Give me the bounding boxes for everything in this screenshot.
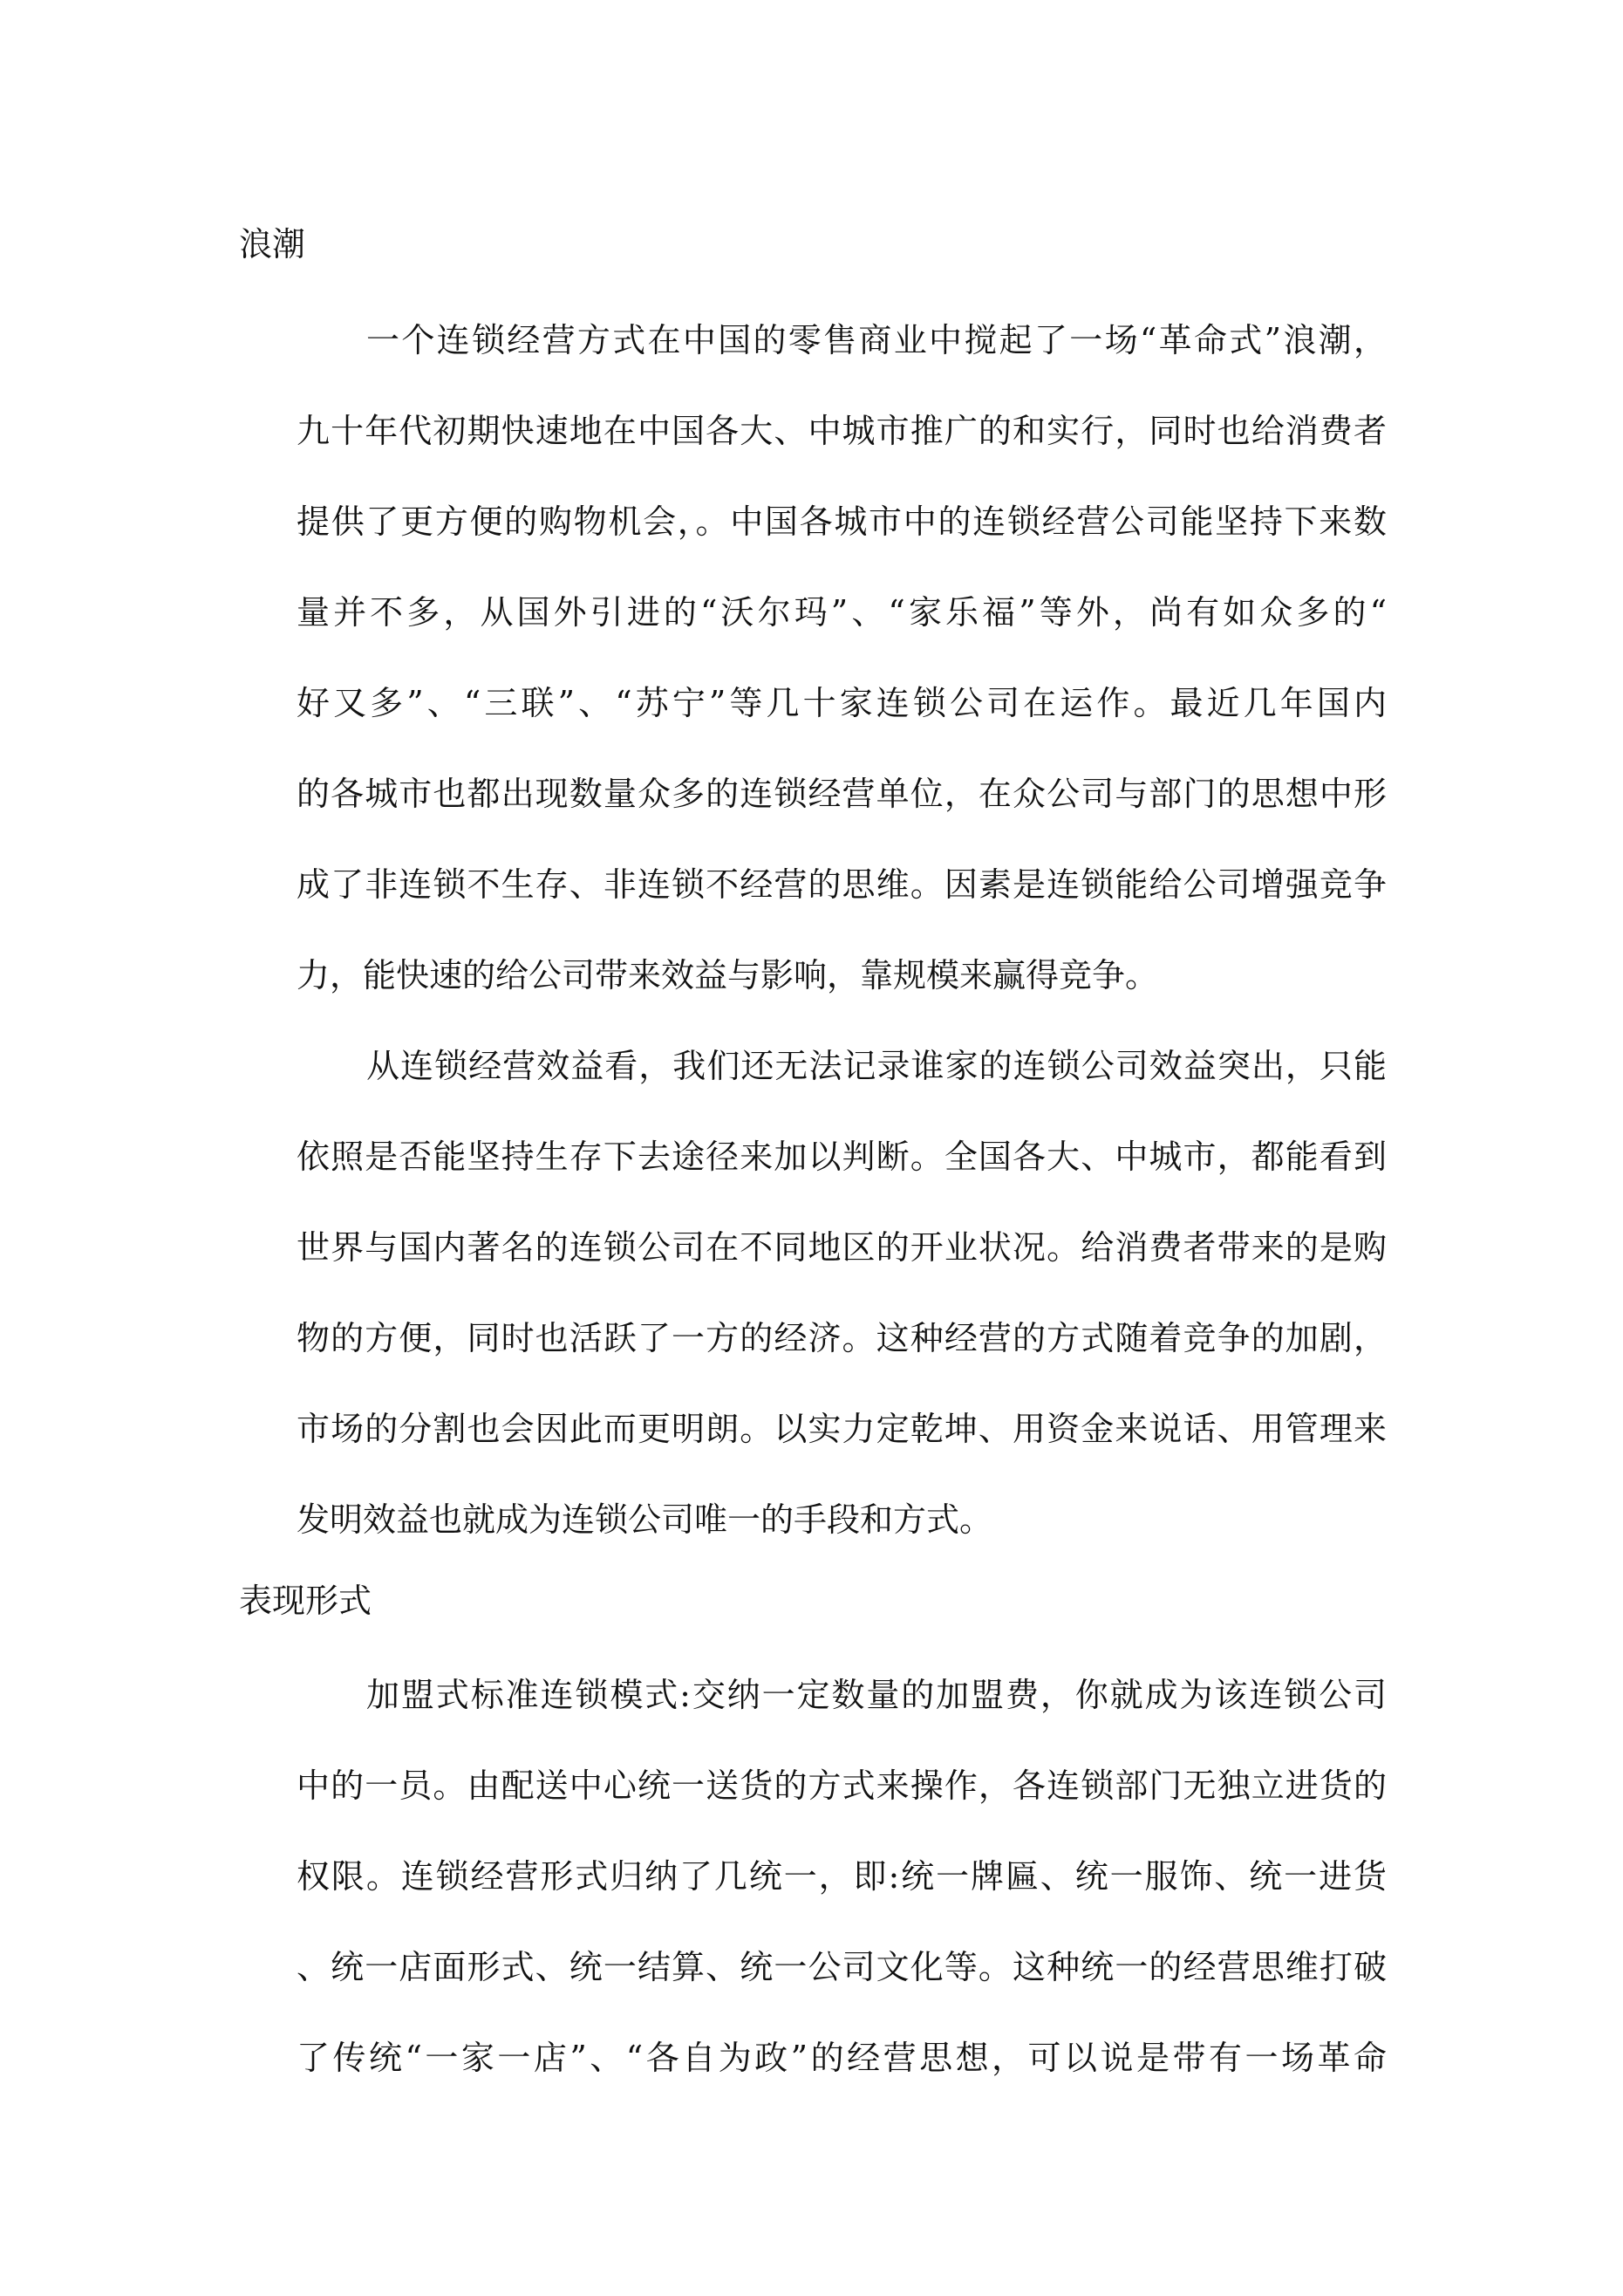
text-line: 世界与国内著名的连锁公司在不同地区的开业状况。给消费者带来的是购: [297, 1228, 1387, 1267]
section-heading-biaoxian-xingshi: 表现形式: [239, 1582, 372, 1620]
text-line: 一个连锁经营方式在中国的零售商业中搅起了一场“革命式”浪潮，: [366, 321, 1387, 359]
text-line: 从连锁经营效益看，我们还无法记录谁家的连锁公司效益突出，只能: [366, 1047, 1387, 1085]
text-line: 了传统“一家一店”、“各自为政”的经营思想，可以说是带有一场革命: [297, 2039, 1387, 2077]
text-line: 量并不多，从国外引进的“沃尔玛”、“家乐福”等外，尚有如众多的“: [297, 593, 1387, 632]
text-line: 权限。连锁经营形式归纳了几统一，即:统一牌匾、统一服饰、统一进货: [297, 1857, 1387, 1896]
text-line: 依照是否能坚持生存下去途径来加以判断。全国各大、中城市，都能看到: [297, 1138, 1387, 1176]
text-line: 九十年代初期快速地在中国各大、中城市推广的和实行，同时也给消费者: [297, 412, 1387, 450]
text-line: 物的方便，同时也活跃了一方的经济。这种经营的方式随着竞争的加剧，: [297, 1319, 1387, 1357]
text-line: 好又多”、“三联”、“苏宁”等几十家连锁公司在运作。最近几年国内: [297, 684, 1387, 722]
text-line: 的各城市也都出现数量众多的连锁经营单位，在众公司与部门的思想中形: [297, 775, 1387, 813]
text-line: 发明效益也就成为连锁公司唯一的手段和方式。: [297, 1500, 993, 1539]
text-line: 、统一店面形式、统一结算、统一公司文化等。这种统一的经营思维打破: [297, 1948, 1387, 1986]
text-line: 加盟式标准连锁模式:交纳一定数量的加盟费，你就成为该连锁公司: [366, 1676, 1387, 1714]
text-line: 力，能快速的给公司带来效益与影响，靠规模来赢得竞争。: [297, 956, 1159, 994]
text-line: 提供了更方便的购物机会，。中国各城市中的连锁经营公司能坚持下来数: [297, 502, 1387, 541]
text-line: 市场的分割也会因此而更明朗。以实力定乾坤、用资金来说话、用管理来: [297, 1410, 1387, 1448]
text-line: 中的一员。由配送中心统一送货的方式来操作，各连锁部门无独立进货的: [297, 1766, 1387, 1805]
text-line: 成了非连锁不生存、非连锁不经营的思维。因素是连锁能给公司增强竞争: [297, 865, 1387, 904]
section-heading-langchao: 浪潮: [239, 225, 306, 263]
